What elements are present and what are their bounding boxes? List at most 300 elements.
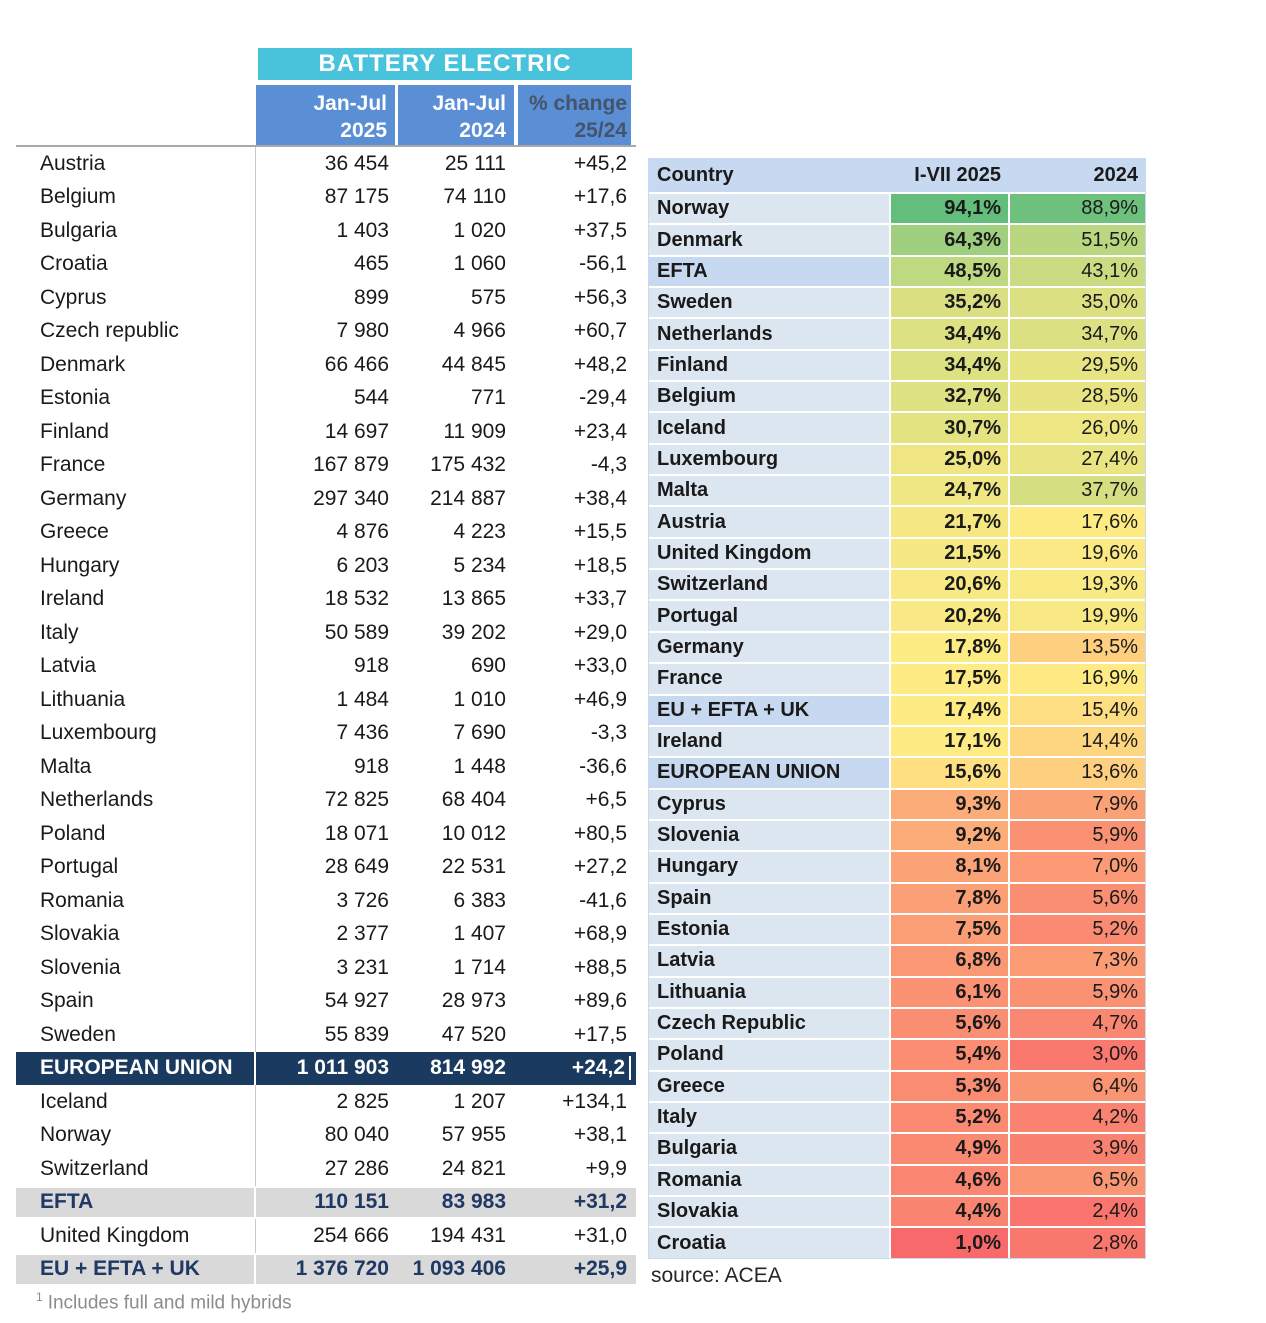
share-2024: 5,9% <box>1008 978 1145 1007</box>
value-jan-jul-2024: 39 202 <box>441 620 506 644</box>
share-2024: 7,3% <box>1008 946 1145 975</box>
country-label: Malta <box>649 476 889 505</box>
value-jan-jul-2024: 1 093 406 <box>412 1257 506 1281</box>
value-jan-jul-2024: 47 520 <box>441 1022 506 1046</box>
value-jan-jul-2025: 7 980 <box>336 319 389 343</box>
share-2024: 43,1% <box>1008 257 1145 286</box>
value-percent-change: +38,1 <box>573 1123 627 1147</box>
footnote <box>16 1290 636 1314</box>
share-row-portugal <box>649 599 1145 630</box>
country-label: United Kingdom <box>16 1219 256 1253</box>
value-jan-jul-2024: 214 887 <box>430 486 506 510</box>
share-2024: 5,2% <box>1008 915 1145 944</box>
value-percent-change: +23,4 <box>573 419 627 443</box>
value-jan-jul-2024: 4 966 <box>453 319 506 343</box>
share-2024: 16,9% <box>1008 664 1145 693</box>
country-label: Denmark <box>16 348 256 382</box>
share-2025: 4,4% <box>889 1197 1008 1226</box>
registrations-header-row <box>16 85 636 147</box>
value-jan-jul-2024: 4 223 <box>453 520 506 544</box>
share-2024: 4,7% <box>1008 1009 1145 1038</box>
value-percent-change: +33,7 <box>573 587 627 611</box>
value-percent-change: +17,6 <box>573 185 627 209</box>
share-2025: 34,4% <box>889 319 1008 348</box>
registrations-row-croatia <box>16 248 636 282</box>
share-row-france <box>649 662 1145 693</box>
share-2025: 21,7% <box>889 507 1008 536</box>
registrations-table-body <box>16 147 636 1286</box>
share-2024: 35,0% <box>1008 288 1145 317</box>
value-jan-jul-2025: 3 726 <box>336 888 389 912</box>
country-label: Slovenia <box>16 951 256 985</box>
value-jan-jul-2025: 899 <box>353 285 389 309</box>
value-percent-change: +24,2 <box>514 1056 631 1080</box>
share-2024: 19,3% <box>1008 570 1145 599</box>
share-row-sweden <box>649 286 1145 317</box>
value-jan-jul-2024: 25 111 <box>444 151 506 175</box>
value-jan-jul-2025: 1 376 720 <box>295 1257 389 1281</box>
share-2024: 37,7% <box>1008 476 1145 505</box>
value-jan-jul-2025: 2 825 <box>336 1089 389 1113</box>
value-jan-jul-2024: 68 404 <box>441 788 506 812</box>
value-jan-jul-2024: 44 845 <box>441 352 506 376</box>
registrations-row-france <box>16 449 636 483</box>
value-jan-jul-2024: 814 992 <box>430 1056 506 1080</box>
value-percent-change: +46,9 <box>573 687 627 711</box>
country-label: France <box>16 449 256 483</box>
value-jan-jul-2024: 57 955 <box>441 1123 506 1147</box>
country-label: Cyprus <box>649 790 889 819</box>
country-label: Switzerland <box>16 1152 256 1186</box>
share-2024: 6,4% <box>1008 1072 1145 1101</box>
country-label: Hungary <box>649 852 889 881</box>
value-percent-change: +80,5 <box>573 821 627 845</box>
share-2024: 17,6% <box>1008 507 1145 536</box>
country-label: Norway <box>16 1119 256 1153</box>
country-label: Lithuania <box>16 683 256 717</box>
registrations-row-cyprus <box>16 281 636 315</box>
country-label: Romania <box>649 1166 889 1195</box>
share-2024: 13,6% <box>1008 758 1145 787</box>
country-label: Cyprus <box>16 281 256 315</box>
value-jan-jul-2024: 22 531 <box>441 855 506 879</box>
share-row-latvia <box>649 944 1145 975</box>
country-label: Bulgaria <box>16 214 256 248</box>
value-jan-jul-2025: 55 839 <box>324 1022 389 1046</box>
share-row-slovakia <box>649 1195 1145 1226</box>
value-jan-jul-2025: 87 175 <box>324 185 389 209</box>
country-label: Ireland <box>649 727 889 756</box>
share-row-slovenia <box>649 819 1145 850</box>
country-label: EUROPEAN UNION <box>16 1052 256 1086</box>
share-2025: 9,3% <box>889 790 1008 819</box>
registrations-row-netherlands <box>16 784 636 818</box>
value-jan-jul-2024: 6 383 <box>453 888 506 912</box>
share-row-european-union <box>649 756 1145 787</box>
country-label: Austria <box>16 147 256 181</box>
share-2025: 64,3% <box>889 225 1008 254</box>
share-2025: 35,2% <box>889 288 1008 317</box>
value-percent-change: +68,9 <box>573 922 627 946</box>
share-2025: 20,6% <box>889 570 1008 599</box>
column-header-i-vii-2025: I-VII 2025 <box>914 164 1001 186</box>
value-jan-jul-2025: 918 <box>353 654 389 678</box>
registrations-row-slovenia <box>16 951 636 985</box>
share-2025: 7,5% <box>889 915 1008 944</box>
footnote-text: Includes full and mild hybrids <box>47 1292 292 1314</box>
share-2024: 3,0% <box>1008 1040 1145 1069</box>
value-jan-jul-2025: 50 589 <box>324 620 389 644</box>
share-row-czech-republic <box>649 1007 1145 1038</box>
country-label: Latvia <box>16 650 256 684</box>
value-percent-change: -29,4 <box>579 386 627 410</box>
country-label: Finland <box>649 351 889 380</box>
value-jan-jul-2024: 1 714 <box>453 955 506 979</box>
share-2025: 9,2% <box>889 821 1008 850</box>
registrations-row-estonia <box>16 382 636 416</box>
value-jan-jul-2025: 14 697 <box>324 419 389 443</box>
country-label: Ireland <box>16 583 256 617</box>
country-label: EUROPEAN UNION <box>649 758 889 787</box>
value-jan-jul-2025: 544 <box>353 386 389 410</box>
registrations-row-bulgaria <box>16 214 636 248</box>
share-2024: 51,5% <box>1008 225 1145 254</box>
value-jan-jul-2025: 167 879 <box>313 453 389 477</box>
share-row-cyprus <box>649 788 1145 819</box>
share-2025: 1,0% <box>889 1228 1008 1257</box>
value-jan-jul-2025: 4 876 <box>336 520 389 544</box>
share-2024: 26,0% <box>1008 413 1145 442</box>
country-label: Norway <box>649 194 889 223</box>
value-jan-jul-2024: 28 973 <box>441 989 506 1013</box>
share-2025: 4,9% <box>889 1134 1008 1163</box>
bev-registrations-table <box>16 48 636 1314</box>
value-percent-change: +31,2 <box>573 1190 627 1214</box>
value-percent-change: +33,0 <box>573 654 627 678</box>
country-label: France <box>649 664 889 693</box>
value-jan-jul-2025: 7 436 <box>336 721 389 745</box>
column-header-country: Country <box>657 164 734 186</box>
value-percent-change: +88,5 <box>573 955 627 979</box>
country-label: Slovakia <box>649 1197 889 1226</box>
country-label: Luxembourg <box>649 445 889 474</box>
registrations-row-eu-efta-uk <box>16 1253 636 1287</box>
country-label: Greece <box>649 1072 889 1101</box>
share-2025: 7,8% <box>889 884 1008 913</box>
header-line: % change <box>528 92 627 115</box>
value-jan-jul-2025: 6 203 <box>336 553 389 577</box>
share-2025: 21,5% <box>889 539 1008 568</box>
header-spacer <box>16 85 256 145</box>
country-label: Estonia <box>16 382 256 416</box>
column-header-2024: 2024 <box>1093 164 1138 186</box>
share-2025: 5,2% <box>889 1103 1008 1132</box>
value-percent-change: +45,2 <box>573 151 627 175</box>
country-label: Austria <box>649 507 889 536</box>
registrations-row-luxembourg <box>16 717 636 751</box>
share-2024: 5,9% <box>1008 821 1145 850</box>
value-jan-jul-2025: 54 927 <box>324 989 389 1013</box>
value-percent-change: +25,9 <box>573 1257 627 1281</box>
share-row-spain <box>649 882 1145 913</box>
value-percent-change: +15,5 <box>573 520 627 544</box>
registrations-row-efta <box>16 1186 636 1220</box>
value-jan-jul-2025: 2 377 <box>336 922 389 946</box>
share-row-romania <box>649 1164 1145 1195</box>
value-percent-change: +48,2 <box>573 352 627 376</box>
country-label: Germany <box>649 633 889 662</box>
registrations-row-spain <box>16 985 636 1019</box>
country-label: EFTA <box>16 1188 256 1218</box>
share-2024: 13,5% <box>1008 633 1145 662</box>
value-jan-jul-2025: 80 040 <box>324 1123 389 1147</box>
value-jan-jul-2024: 1 020 <box>453 218 506 242</box>
share-2025: 5,6% <box>889 1009 1008 1038</box>
value-percent-change: +37,5 <box>573 218 627 242</box>
share-2025: 4,6% <box>889 1166 1008 1195</box>
country-label: Denmark <box>649 225 889 254</box>
value-percent-change: +60,7 <box>573 319 627 343</box>
value-jan-jul-2025: 465 <box>353 252 389 276</box>
value-jan-jul-2025: 27 286 <box>324 1156 389 1180</box>
country-label: Romania <box>16 884 256 918</box>
value-percent-change: -56,1 <box>579 252 627 276</box>
share-2025: 94,1% <box>889 194 1008 223</box>
country-label: EU + EFTA + UK <box>16 1255 256 1285</box>
registrations-row-united-kingdom <box>16 1219 636 1253</box>
share-2024: 2,4% <box>1008 1197 1145 1226</box>
registrations-row-finland <box>16 415 636 449</box>
value-jan-jul-2024: 1 010 <box>453 687 506 711</box>
value-jan-jul-2024: 24 821 <box>441 1156 506 1180</box>
share-2024: 7,0% <box>1008 852 1145 881</box>
value-percent-change: +89,6 <box>573 989 627 1013</box>
column-header-percent-change <box>514 85 631 145</box>
value-jan-jul-2024: 1 060 <box>453 252 506 276</box>
share-row-belgium <box>649 380 1145 411</box>
share-row-switzerland <box>649 568 1145 599</box>
country-label: Netherlands <box>649 319 889 348</box>
country-label: Greece <box>16 516 256 550</box>
country-label: Luxembourg <box>16 717 256 751</box>
value-jan-jul-2025: 18 071 <box>324 821 389 845</box>
share-2025: 15,6% <box>889 758 1008 787</box>
country-label: Iceland <box>649 413 889 442</box>
value-jan-jul-2025: 28 649 <box>324 855 389 879</box>
share-2024: 88,9% <box>1008 194 1145 223</box>
value-jan-jul-2024: 74 110 <box>443 185 506 209</box>
value-jan-jul-2024: 175 432 <box>430 453 506 477</box>
header-line: 2025 <box>340 119 387 142</box>
country-label: Czech republic <box>16 315 256 349</box>
share-2024: 5,6% <box>1008 884 1145 913</box>
value-percent-change: -36,6 <box>579 754 627 778</box>
registrations-row-malta <box>16 750 636 784</box>
share-row-eu-efta-uk <box>649 694 1145 725</box>
country-label: Bulgaria <box>649 1134 889 1163</box>
share-2025: 17,5% <box>889 664 1008 693</box>
share-2025: 17,8% <box>889 633 1008 662</box>
registrations-row-romania <box>16 884 636 918</box>
header-line: Jan-Jul <box>432 92 506 115</box>
value-jan-jul-2025: 254 666 <box>313 1223 389 1247</box>
country-label: Czech Republic <box>649 1009 889 1038</box>
value-jan-jul-2025: 72 825 <box>324 788 389 812</box>
share-2024: 15,4% <box>1008 696 1145 725</box>
country-label: Slovakia <box>16 918 256 952</box>
share-row-croatia <box>649 1226 1145 1257</box>
share-2024: 4,2% <box>1008 1103 1145 1132</box>
value-percent-change: +29,0 <box>573 620 627 644</box>
share-2024: 3,9% <box>1008 1134 1145 1163</box>
value-jan-jul-2024: 83 983 <box>441 1190 506 1214</box>
value-percent-change: +134,1 <box>562 1089 627 1113</box>
share-2024: 34,7% <box>1008 319 1145 348</box>
value-jan-jul-2024: 575 <box>470 285 506 309</box>
share-row-germany <box>649 631 1145 662</box>
share-row-lithuania <box>649 976 1145 1007</box>
registrations-row-portugal <box>16 851 636 885</box>
registrations-row-european-union <box>16 1052 636 1086</box>
share-2025: 25,0% <box>889 445 1008 474</box>
value-jan-jul-2024: 771 <box>470 386 506 410</box>
value-jan-jul-2025: 110 151 <box>314 1190 389 1214</box>
share-2025: 48,5% <box>889 257 1008 286</box>
country-label: Croatia <box>649 1228 889 1257</box>
country-label: Hungary <box>16 549 256 583</box>
share-2024: 7,9% <box>1008 790 1145 819</box>
share-row-netherlands <box>649 317 1145 348</box>
registrations-row-ireland <box>16 583 636 617</box>
registrations-row-czech-republic <box>16 315 636 349</box>
value-percent-change: +6,5 <box>585 788 627 812</box>
country-label: Switzerland <box>649 570 889 599</box>
value-jan-jul-2024: 5 234 <box>453 553 506 577</box>
share-row-denmark <box>649 223 1145 254</box>
value-jan-jul-2024: 13 865 <box>441 587 506 611</box>
country-label: Italy <box>649 1103 889 1132</box>
country-label: Croatia <box>16 248 256 282</box>
country-label: Finland <box>16 415 256 449</box>
share-2025: 17,4% <box>889 696 1008 725</box>
country-label: Estonia <box>649 915 889 944</box>
value-jan-jul-2025: 1 403 <box>336 218 389 242</box>
share-2025: 34,4% <box>889 351 1008 380</box>
value-percent-change: +56,3 <box>573 285 627 309</box>
share-2024: 28,5% <box>1008 382 1145 411</box>
value-jan-jul-2024: 11 909 <box>443 419 506 443</box>
registrations-row-germany <box>16 482 636 516</box>
registrations-row-sweden <box>16 1018 636 1052</box>
column-header-jan-jul-2025 <box>256 85 395 145</box>
share-2025: 17,1% <box>889 727 1008 756</box>
registrations-row-switzerland <box>16 1152 636 1186</box>
share-2024: 2,8% <box>1008 1228 1145 1257</box>
country-label: EFTA <box>649 257 889 286</box>
share-row-bulgaria <box>649 1132 1145 1163</box>
country-label: Poland <box>16 817 256 851</box>
value-percent-change: +31,0 <box>573 1223 627 1247</box>
registrations-row-latvia <box>16 650 636 684</box>
value-percent-change: +38,4 <box>573 486 627 510</box>
share-row-norway <box>649 192 1145 223</box>
value-jan-jul-2024: 1 448 <box>453 754 506 778</box>
share-row-united-kingdom <box>649 537 1145 568</box>
share-2024: 27,4% <box>1008 445 1145 474</box>
bev-market-share-table <box>648 158 1146 1259</box>
country-label: Iceland <box>16 1085 256 1119</box>
country-label: Italy <box>16 616 256 650</box>
share-2025: 6,1% <box>889 978 1008 1007</box>
value-jan-jul-2025: 3 231 <box>336 955 389 979</box>
value-jan-jul-2025: 18 532 <box>324 587 389 611</box>
value-jan-jul-2024: 7 690 <box>453 721 506 745</box>
registrations-row-poland <box>16 817 636 851</box>
column-header-jan-jul-2024 <box>395 85 514 145</box>
share-2025: 8,1% <box>889 852 1008 881</box>
battery-electric-title: BATTERY ELECTRIC <box>258 48 632 80</box>
country-label: Portugal <box>16 851 256 885</box>
share-2024: 19,9% <box>1008 601 1145 630</box>
share-row-luxembourg <box>649 443 1145 474</box>
header-line: Jan-Jul <box>313 92 387 115</box>
share-row-efta <box>649 255 1145 286</box>
registrations-row-iceland <box>16 1085 636 1119</box>
share-row-greece <box>649 1070 1145 1101</box>
country-label: Poland <box>649 1040 889 1069</box>
value-jan-jul-2024: 1 407 <box>453 922 506 946</box>
value-jan-jul-2025: 918 <box>353 754 389 778</box>
registrations-row-belgium <box>16 181 636 215</box>
share-row-austria <box>649 505 1145 536</box>
value-jan-jul-2024: 194 431 <box>430 1223 506 1247</box>
share-2024: 29,5% <box>1008 351 1145 380</box>
value-jan-jul-2025: 297 340 <box>313 486 389 510</box>
value-jan-jul-2025: 36 454 <box>324 151 389 175</box>
registrations-row-italy <box>16 616 636 650</box>
share-2025: 30,7% <box>889 413 1008 442</box>
share-2025: 24,7% <box>889 476 1008 505</box>
registrations-row-greece <box>16 516 636 550</box>
country-label: Sweden <box>649 288 889 317</box>
header-line: 25/24 <box>574 119 627 142</box>
value-percent-change: -3,3 <box>590 721 627 745</box>
country-label: Germany <box>16 482 256 516</box>
share-row-malta <box>649 474 1145 505</box>
country-label: Belgium <box>16 181 256 215</box>
country-label: Malta <box>16 750 256 784</box>
value-jan-jul-2024: 10 012 <box>441 821 506 845</box>
registrations-row-denmark <box>16 348 636 382</box>
value-percent-change: +27,2 <box>573 855 627 879</box>
share-2025: 32,7% <box>889 382 1008 411</box>
value-jan-jul-2024: 690 <box>470 654 506 678</box>
battery-electric-title-row <box>16 48 636 80</box>
share-2025: 6,8% <box>889 946 1008 975</box>
share-row-poland <box>649 1038 1145 1069</box>
country-label: Portugal <box>649 601 889 630</box>
share-row-ireland <box>649 725 1145 756</box>
share-row-iceland <box>649 411 1145 442</box>
country-label: Netherlands <box>16 784 256 818</box>
country-label: Lithuania <box>649 978 889 1007</box>
share-row-finland <box>649 349 1145 380</box>
value-percent-change: +9,9 <box>585 1156 627 1180</box>
country-label: EU + EFTA + UK <box>649 696 889 725</box>
value-percent-change: +17,5 <box>573 1022 627 1046</box>
source-caption: source: ACEA <box>651 1264 782 1287</box>
value-jan-jul-2025: 66 466 <box>324 352 389 376</box>
